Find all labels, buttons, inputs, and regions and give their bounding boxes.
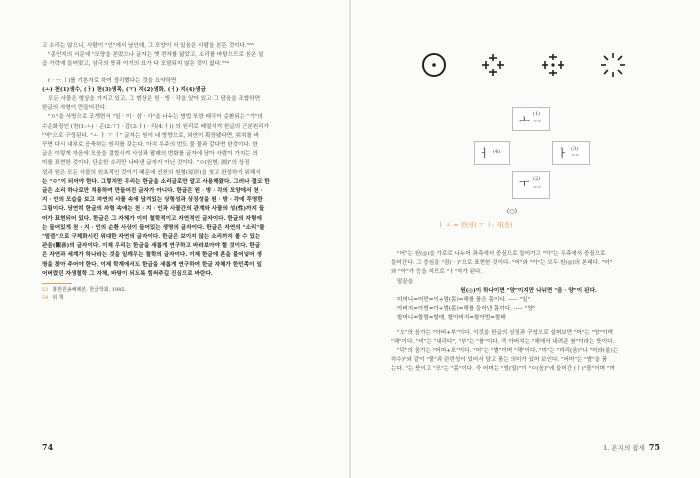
dot-cross-symbol bbox=[540, 52, 566, 78]
text-line: 그림이다. 당연히 한글의 자형 속에는 천 · 지 · 인과 사물간의 관계와 사물의 성(性)까지 들 bbox=[42, 206, 265, 213]
vowel-bottom-number: (2) bbox=[533, 176, 541, 182]
page-number: 74 bbox=[42, 442, 54, 452]
footnote bbox=[42, 294, 312, 302]
circle-dot-symbol bbox=[421, 52, 447, 78]
right-page bbox=[351, 0, 700, 478]
vowel-right-number: (3) bbox=[571, 146, 579, 152]
footnote-text: 위 책 bbox=[52, 295, 64, 302]
footnote-number: 54 bbox=[42, 295, 49, 302]
footnote-text: 홍한원송해례본, 한글학회, 1985. bbox=[52, 287, 127, 294]
scattered-strokes-symbol bbox=[600, 52, 626, 78]
left-page bbox=[0, 0, 349, 478]
vowel-cross-diagram bbox=[470, 105, 590, 205]
diagram-caption: (○) bbox=[507, 208, 517, 215]
text-line: "해"이다. "비"는 "내리다", "부"는 "붐"이다. 즉 아버지는 "해에서 내려준 붐"이라는 뜻이다. bbox=[391, 338, 615, 345]
text-line: 어버렸던 자생철학 그 자체, 바탕이 되도록 힘써주길 진심으로 바란다. bbox=[42, 270, 213, 277]
left-text-column bbox=[42, 42, 312, 302]
vowel-left-number: (4) bbox=[493, 149, 501, 155]
vowel-top-mark: == bbox=[533, 119, 542, 125]
text-line: "어"는 원(◎)을 가로로 나누어 좌측에서 중심으로 들어가고 "아"는 우측에서 중심으로 bbox=[397, 251, 606, 257]
text-line: 모든 사물은 형상을 가지고 있고, 그 형상은 원 · 방 · 각을 알아 있고 그 담음을 조합하면 bbox=[48, 96, 261, 103]
text-line: 어가 표현되어 있다. 한글은 그 자체가 이미 철학적이고 자연적인 글자이다. 한글의 자형에 bbox=[42, 215, 262, 222]
text-line: 글은 소리 하나로만 적용하여 만들어진 글자가 아니다. 한글은 원 · 방 · 각의 모양에서 천 · bbox=[42, 188, 263, 195]
text-line: 곱 가락에 들어맞고, 삼극의 뜻과 이기의 묘가 다 포함되지 않은 것이 없다."⁵⁴ bbox=[42, 61, 229, 68]
text-line: 는다. "는 뜻이고 "모"는 "몸"이다. 즉 어머는 "엄(얼)"이 "ㅁ(음)"에 들어간 (ㅣ)"볼"이며 "여 bbox=[391, 366, 615, 373]
diagram-subcaption: ㅏ ㅗ = 천(양) ㅜ ㅓ: 지(음) bbox=[438, 222, 513, 229]
text-line: 한글의 자형이 만들어진다. bbox=[42, 105, 107, 112]
right-text-column bbox=[391, 250, 666, 375]
text-line: 는 "ㅇ"이 되어야 한다. 그렇지만 우리는 한글을 소리글로만 알고 사용해왔다. 그러나 결코 한 bbox=[42, 178, 270, 185]
footnote-rule bbox=[42, 283, 72, 284]
text-line: "말즘"으로 구체화시킨 위대한 자연의 글자이다. 한글은 보이지 않는 소리까지 볼 수 있는 bbox=[42, 234, 261, 241]
text-line: "역"으로 구성된다. "ㅗ ㅏ ㅜ ㅓ" 글자는 원이 네 방향으로, 외연이 확장됐다면, 위치를 바 bbox=[42, 132, 260, 139]
paragraph-gap bbox=[42, 70, 312, 77]
text-line: 성과 원은 모든 사물의 원초적인 것이기 때문에 선천의 원형(原形)을 첫고 완성하기 위해서 bbox=[42, 169, 261, 176]
text-line: 고 소리는 않으니, 사람이 "인"에서 남인데, 그 모양이 서 있음은 사람을 본뜬 것이다."⁵³ bbox=[42, 43, 254, 49]
vowel-bottom: ㅜ bbox=[519, 177, 530, 190]
left-page-number bbox=[42, 442, 53, 452]
diagram-box-right bbox=[552, 141, 590, 165]
text-line: 꾸면 다시 내부로 응축하는 원리를 갖는다. 아치 우주의 번도 물 물과 같다면 한것이다. 한 bbox=[42, 142, 258, 149]
text-line: 미를 표현한 것이다. 단순한 소리만 나타낸 글자가 아닌 것이다. "ㅇ(원형: 圓)"의 상징 bbox=[42, 160, 250, 167]
vowel-top-number: (1) bbox=[533, 111, 541, 117]
text-line: 어머니=어먼=이+멈(몸)=해를 품은 몸이다. ----- "일" bbox=[397, 297, 531, 304]
right-page-footer bbox=[603, 442, 660, 452]
diagram-box-top bbox=[512, 107, 550, 131]
footnote bbox=[42, 286, 312, 294]
text-line: 원(◎)이 하나이면 "양"이지만 나뉘면 "음 · 양"이 된다. bbox=[460, 287, 597, 294]
text-line: 관음(觀音)의 글자이다. 이제 우리는 한글을 새롭게 연구하고 바라보아야 할 것이다. 한글 bbox=[42, 243, 261, 250]
text-line: 지 · 인의 모습을 보고 자연의 사물 속에 담겨있는 상형성과 상징성을 원 · 방 · 각에 투영한 bbox=[42, 197, 263, 204]
vowel-bottom-mark: == bbox=[533, 185, 542, 191]
text-line: "ㅇ"을 사방으로 조개변서 "일 · 이 · 삼 · 사"을 나누는 방법 또한 태극이 순환되는 "기"의 bbox=[48, 114, 263, 121]
vowel-top: ㅗ bbox=[519, 113, 530, 126]
text-line: 아버지=아범=아+범(몸)=해를 들어낸 몸이다. ----- "양" bbox=[397, 306, 536, 313]
text-line: "오"의 음가는 "아버+부"이다. 이것을 한글의 상징과 구성으로 살펴보면 "어"는 "양"이며 bbox=[397, 329, 613, 336]
text-line: 말끝을 bbox=[397, 278, 414, 285]
text-line: "종인지의 서문에 "모양을 본떴으나 글자는 옛 전자를 닮았고, 소리를 바탕으므로 음은 일 bbox=[48, 52, 264, 59]
text-line: 와 "아"가 등을 지므로 "ㅏ"자가 된다. bbox=[391, 269, 483, 276]
text-line: 수순화장인 (천(1:ㅗ) · 곤(2:ㅜ) · 감(3:ㅏ) · 리(4:ㅓ)) 의 원리로 배열시켜 한글의 근본원리가 bbox=[42, 123, 269, 130]
vowel-right: ㅏ bbox=[557, 147, 568, 160]
text-line: ( · ㅡ ㅣ)를 기본자로 하여 정리했다는 것을 요약하면 bbox=[48, 77, 177, 84]
text-line: 하수)"와 같이 "물"과 관련성이 있어서 담고 품는 의미가 있어 보인다. "어머"는 "볕"을 품 bbox=[391, 357, 608, 364]
text-line: 들어간다. 그 중심을 "점( · )"으로 표현한 것이다. "어"와 "아"는 모두 원(◎)의 본래다. "어" bbox=[391, 260, 613, 267]
text-line: 은 자연과 세계가 하나라는 것을 일깨우는 철학의 글자이다. 이제 한글에 혼을 불어넣어 생 bbox=[42, 252, 262, 259]
running-footer: 1. 본지의 잡세 bbox=[603, 444, 645, 452]
text-line: 할머니=할멈=할매, 할아버지=할아범=할배 bbox=[397, 315, 506, 322]
footnote-number: 53 bbox=[42, 287, 49, 294]
text-line: 는 들어있게 천 · 지 · 인의 순환 사상이 들어있는 생명의 글자이다. 한글은 자연의 "소리"를 bbox=[42, 224, 265, 231]
text-line: "덕"의 음가는 "어머+모"이다. "어"는 "볕"이며 "해"이다. "미"는 "미리(움)"나 "미라(울)는 bbox=[397, 348, 619, 355]
cross-plus-symbol bbox=[480, 52, 506, 78]
text-line: 명을 찾아 주어야 한다. 이제 학계에서도 한글을 새롭게 연구하여 한글 자체가 한민족이 일 bbox=[42, 261, 262, 268]
diagram-box-bottom bbox=[512, 171, 550, 199]
text-line: 글은 이렇게 자음에 모음을 결합시켜 사상과 팔괘의 변화를 글자에 담아 사람이 가지는 의 bbox=[42, 151, 258, 158]
text-line: (ㅗ) 천(1)생수, (ㅏ) 천(3)생목, (ㅜ) 지(2)생화, (ㅓ) 지(4)생금 bbox=[42, 86, 206, 93]
diagram-box-left bbox=[474, 141, 510, 165]
vowel-left: ㅓ bbox=[479, 147, 490, 160]
vowel-right-mark: == bbox=[571, 153, 580, 159]
page-number: 75 bbox=[648, 442, 660, 452]
